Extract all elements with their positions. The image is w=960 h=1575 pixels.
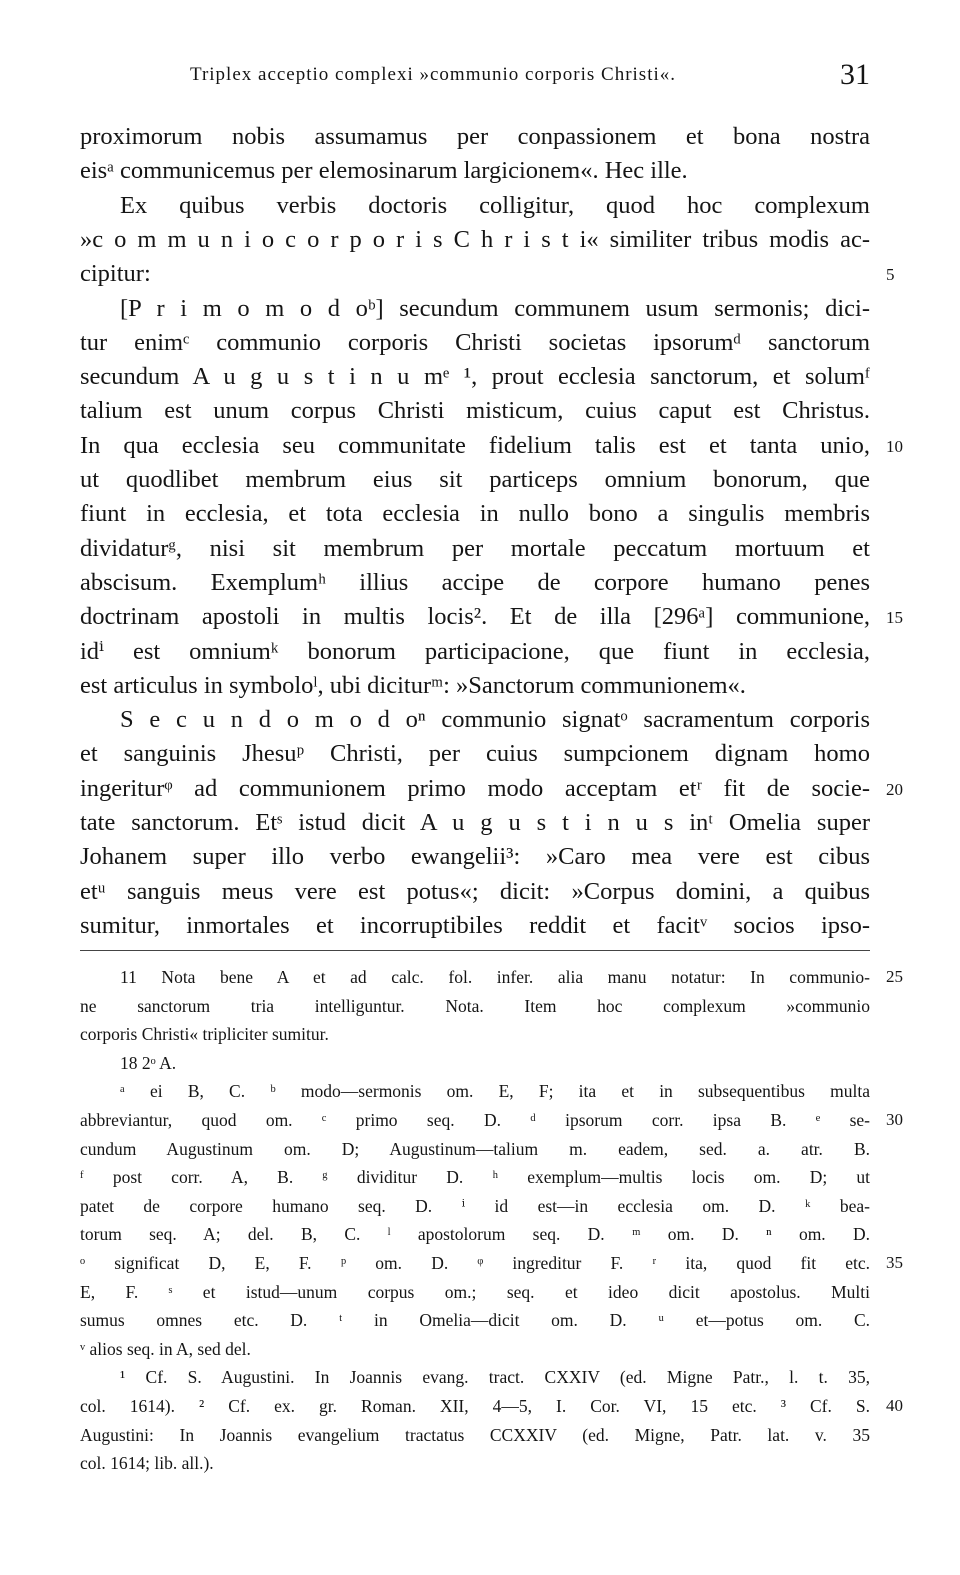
text-line: ut quodlibet membrum eius sit particeps omnium bonorum, que xyxy=(80,466,870,493)
footnote-line: ᵃ ei B, C. ᵇ modo—sermonis om. E, F; ita et in subsequentibus multa xyxy=(120,1081,870,1102)
text-line: »c o m m u n i o c o r p o r i s C h r i s t i« similiter tribus modis ac- xyxy=(80,225,870,253)
footnote-line: ᶠ post corr. A, B. ᵍ dividitur D. ʰ exemplum—multis locis om. D; ut xyxy=(80,1167,870,1188)
text-line: abscisum. Exemplumʰ illius accipe de corpore humano penes xyxy=(80,568,870,596)
page-header xyxy=(80,58,870,98)
text-line: proximorum nobis assumamus per conpassionem et bona nostra xyxy=(80,123,870,150)
footnote-line: ᵛ alios seq. in A, sed del. xyxy=(80,1338,251,1359)
footnote-line: ne sanctorum tria intelliguntur. Nota. Item hoc complexum »communio xyxy=(80,995,870,1016)
text-line: Johanem super illo verbo ewangelii³: »Caro mea vere est cibus xyxy=(80,843,870,871)
footnote-line: 11 Nota bene A et ad calc. fol. infer. alia manu notatur: In communio- xyxy=(120,967,870,987)
text-line: S e c u n d o m o d oⁿ communio signatᵒ sacramentum corporis xyxy=(120,706,870,734)
footnote-line: ᵒ significat D, E, F. ᵖ om. D. ᵠ ingreditur F. ʳ ita, quod fit etc. xyxy=(80,1253,870,1273)
footnote-line: torum seq. A; del. B, C. ˡ apostolorum seq. D. ᵐ om. D. ⁿ om. D. xyxy=(80,1224,870,1245)
footnote-line: ¹ Cf. S. Augustini. In Joannis evang. tract. CXXIV (ed. Migne Patr., l. t. 35, xyxy=(120,1367,870,1388)
text-line: est articulus in symboloˡ, ubi diciturᵐ: »Sanctorum communionem«. xyxy=(80,671,746,699)
footnote-line: cundum Augustinum om. D; Augustinum—talium m. eadem, sed. a. atr. B. xyxy=(80,1138,870,1159)
text-line: dividaturᵍ, nisi sit membrum per mortale peccatum mortuum et xyxy=(80,534,870,562)
footnote-line: E, F. ˢ et istud—unum corpus om.; seq. et ideo dicit apostolus. Multi xyxy=(80,1281,870,1302)
line-number: 30 xyxy=(886,1110,903,1129)
footnote-line: 18 2ᵒ A. xyxy=(120,1052,177,1073)
footnote-line: col. 1614). ² Cf. ex. gr. Roman. XII, 4—5, I. Cor. VI, 15 etc. ³ Cf. S. xyxy=(80,1396,870,1416)
page-number: 31 xyxy=(840,58,870,91)
text-line: [P r i m o m o d oᵇ] secundum communem usum sermonis; dici- xyxy=(120,294,870,322)
text-line: etᵘ sanguis meus vere est potus«; dicit: »Corpus domini, a quibus xyxy=(80,877,870,905)
footnote-line: abbreviantur, quod om. ᶜ primo seq. D. ᵈ ipsorum corr. ipsa B. ᵉ se- xyxy=(80,1110,870,1130)
line-number: 35 xyxy=(886,1253,903,1272)
line-number: 25 xyxy=(886,967,903,986)
text-line: eisᵃ communicemus per elemosinarum largicionem«. Hec ille. xyxy=(80,157,688,185)
footnote-line: col. 1614; lib. all.). xyxy=(80,1453,214,1474)
running-head: Triplex acceptio complexi »communio corporis Christi«. xyxy=(190,64,677,85)
footnote-line: Augustini: In Joannis evangelium tractatus CCXXIV (ed. Migne, Patr. lat. v. 35 xyxy=(80,1424,870,1445)
line-number: 5 xyxy=(886,265,895,285)
line-number: 10 xyxy=(886,436,903,456)
footnote-line: patet de corpore humano seq. D. ⁱ id est—in ecclesia om. D. ᵏ bea- xyxy=(80,1195,870,1216)
text-line: fiunt in ecclesia, et tota ecclesia in nullo bono a singulis membris xyxy=(80,500,870,528)
text-line: talium est unum corpus Christi misticum, cuius caput est Christus. xyxy=(80,397,870,425)
text-line: Ex quibus verbis doctoris colligitur, quod hoc complexum xyxy=(120,191,870,219)
text-line: cipitur: xyxy=(80,260,151,288)
text-line: ingeriturᵠ ad communionem primo modo acceptam etʳ fit de socie- xyxy=(80,774,870,802)
text-line: In qua ecclesia seu communitate fidelium talis est et tanta unio, xyxy=(80,431,870,459)
line-number: 20 xyxy=(886,779,903,799)
footnote-line: sumus omnes etc. D. ᵗ in Omelia—dicit om. D. ᵘ et—potus om. C. xyxy=(80,1310,870,1331)
text-line: secundum A u g u s t i n u mᵉ ¹, prout ecclesia sanctorum, et solumᶠ xyxy=(80,363,870,391)
footnote-separator xyxy=(80,950,870,951)
text-line: idⁱ est omniumᵏ bonorum participacione, que fiunt in ecclesia, xyxy=(80,637,870,665)
line-number: 15 xyxy=(886,608,903,628)
text-line: et sanguinis Jhesuᵖ Christi, per cuius sumpcionem dignam homo xyxy=(80,740,870,768)
text-line: doctrinam apostoli in multis locis². Et de illa [296ᵃ] communione, xyxy=(80,603,870,631)
text-line: tur enimᶜ communio corporis Christi societas ipsorumᵈ sanctorum xyxy=(80,328,870,356)
text-line: tate sanctorum. Etˢ istud dicit A u g u s t i n u s inᵗ Omelia super xyxy=(80,809,870,836)
text-line: sumitur, inmortales et incorruptibiles reddit et facitᵛ socios ipso- xyxy=(80,911,870,939)
footnote-line: corporis Christi« tripliciter sumitur. xyxy=(80,1024,329,1045)
line-number: 40 xyxy=(886,1396,903,1415)
